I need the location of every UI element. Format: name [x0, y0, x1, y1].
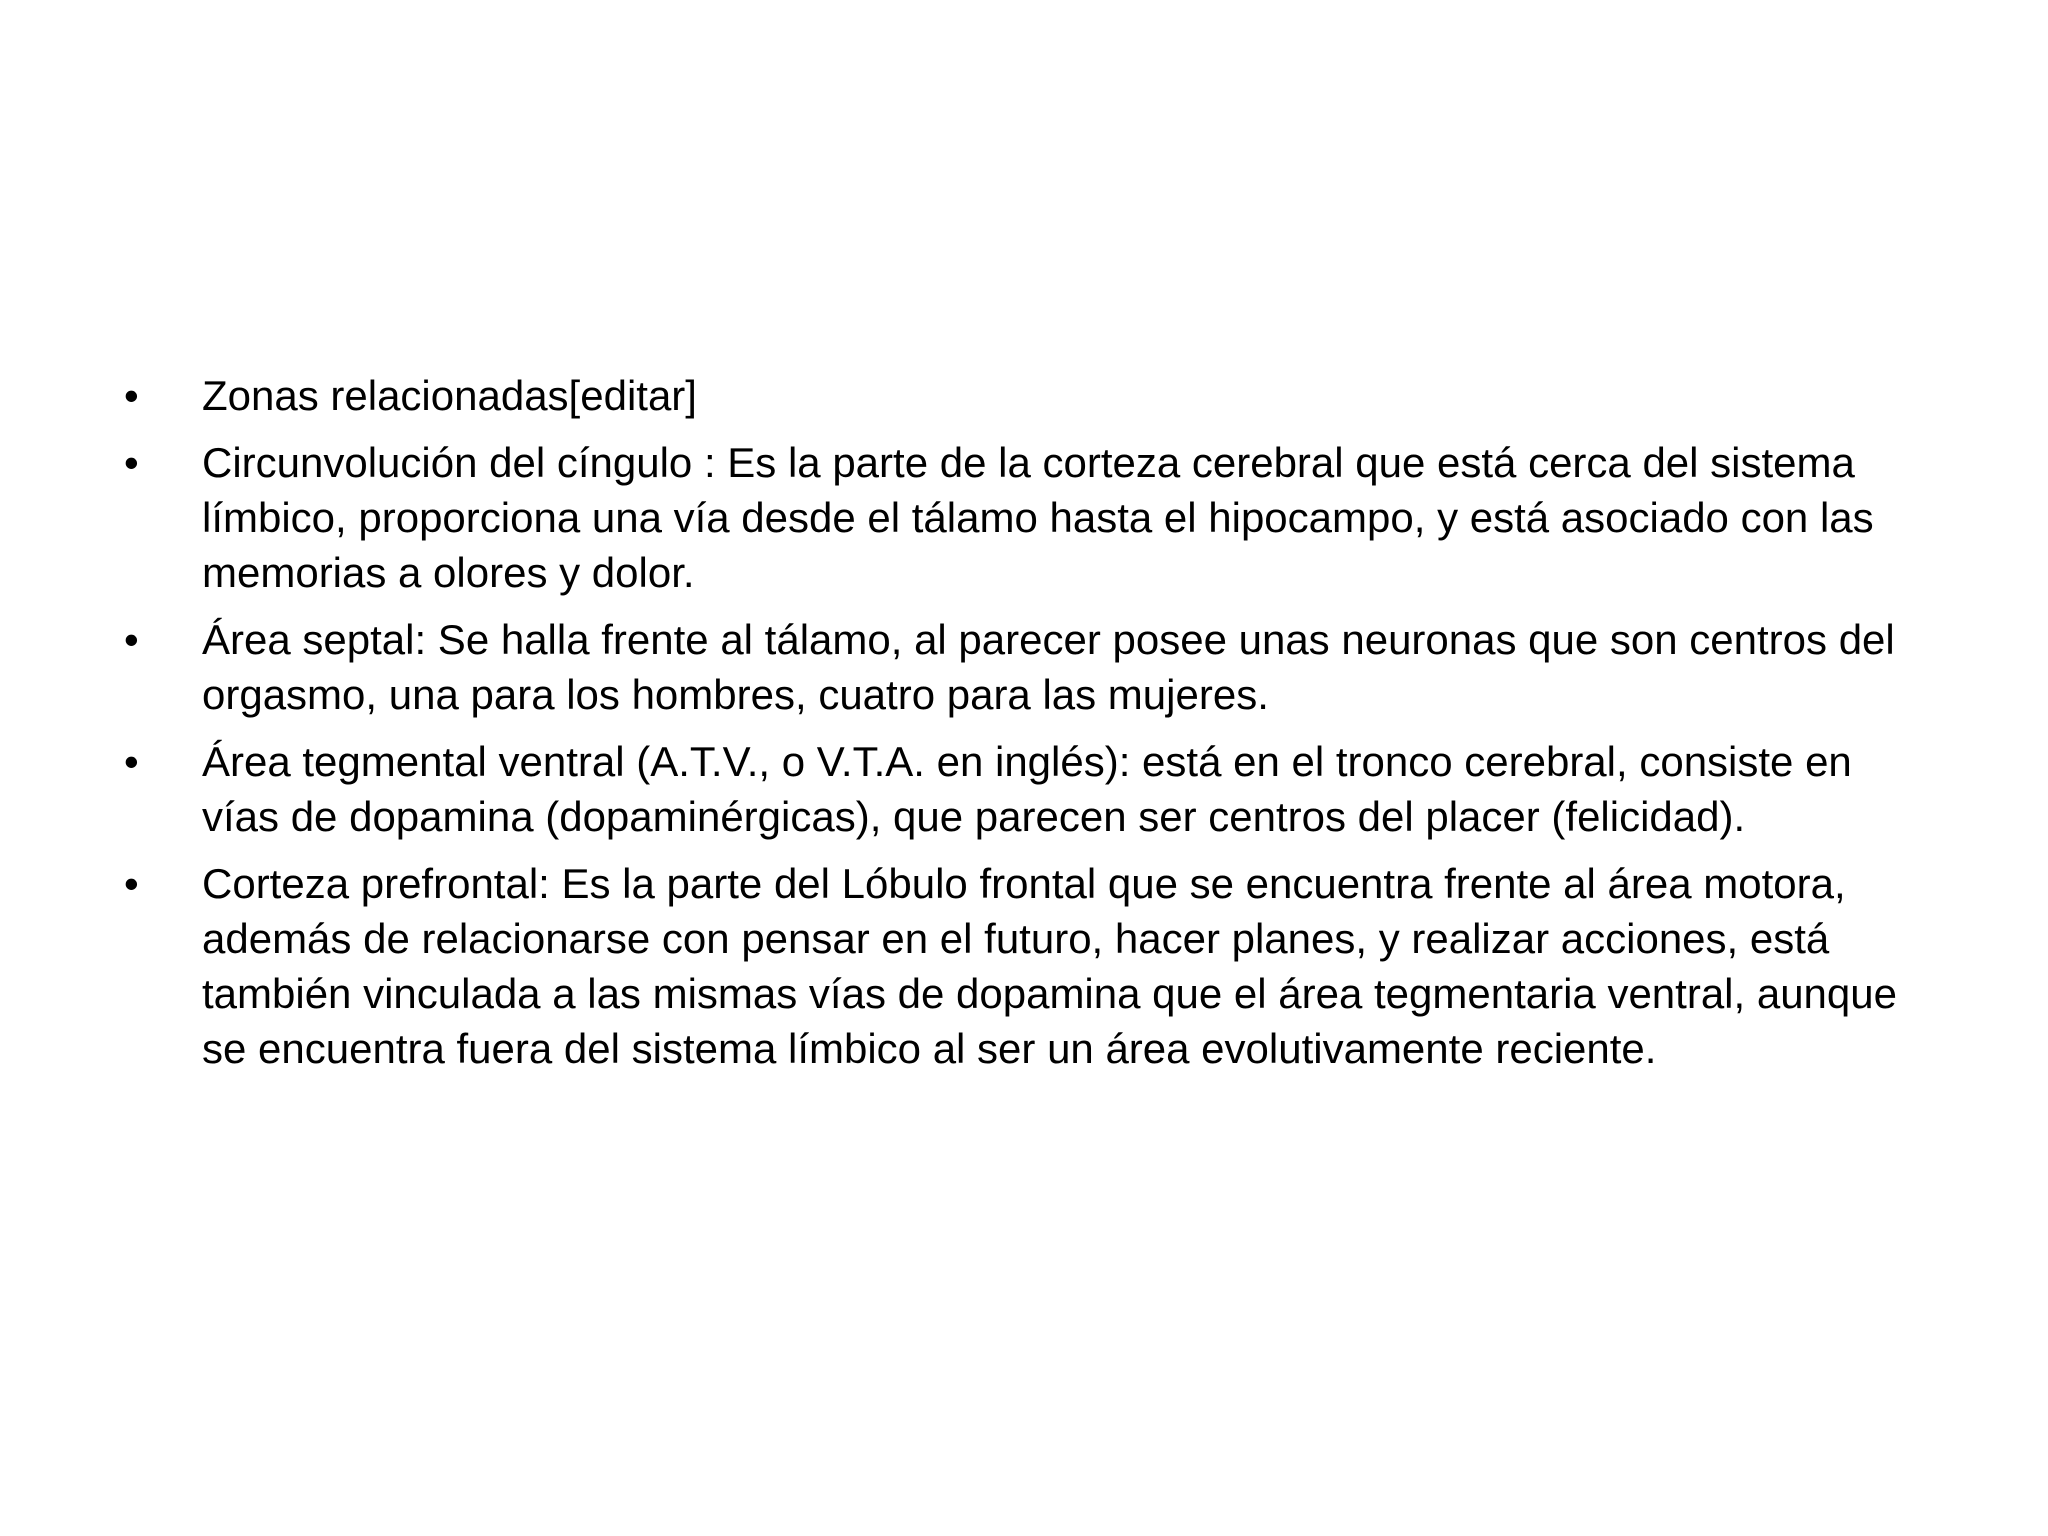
list-item-text: Área tegmental ventral (A.T.V., o V.T.A. en inglés): está en el tronco cerebral, consiste en vías de dopamina (dopaminérgicas), que parecen ser centros del placer (felicidad).	[202, 738, 1852, 840]
list-item-text: Área septal: Se halla frente al tálamo, al parecer posee unas neuronas que son centros del orgasmo, una para los hombres, cuatro para las mujeres.	[202, 616, 1895, 718]
list-item	[120, 856, 1940, 1076]
list-item-text: Corteza prefrontal: Es la parte del Lóbulo frontal que se encuentra frente al área motora, además de relacionarse con pensar en el futuro, hacer planes, y realizar acciones, está también vinculada a las mismas vías de dopamina que el área tegmentaria ventral, aunque se encuentra fuera del sistema límbico al ser un área evolutivamente reciente.	[202, 860, 1897, 1072]
bullet-icon: •	[124, 372, 139, 419]
list-item	[120, 368, 1940, 423]
list-item-text: Zonas relacionadas[editar]	[202, 372, 697, 419]
bullet-icon: •	[124, 439, 139, 486]
bullet-icon: •	[124, 860, 139, 907]
bullet-list	[120, 368, 1940, 1088]
list-item	[120, 435, 1940, 600]
list-item-text: Circunvolución del cíngulo : Es la parte de la corteza cerebral que está cerca del sistema límbico, proporciona una vía desde el tálamo hasta el hipocampo, y está asociado con las memorias a olores y dolor.	[202, 439, 1874, 596]
bullet-icon: •	[124, 738, 139, 785]
bullet-icon: •	[124, 616, 139, 663]
list-item	[120, 612, 1940, 722]
list-item	[120, 734, 1940, 844]
